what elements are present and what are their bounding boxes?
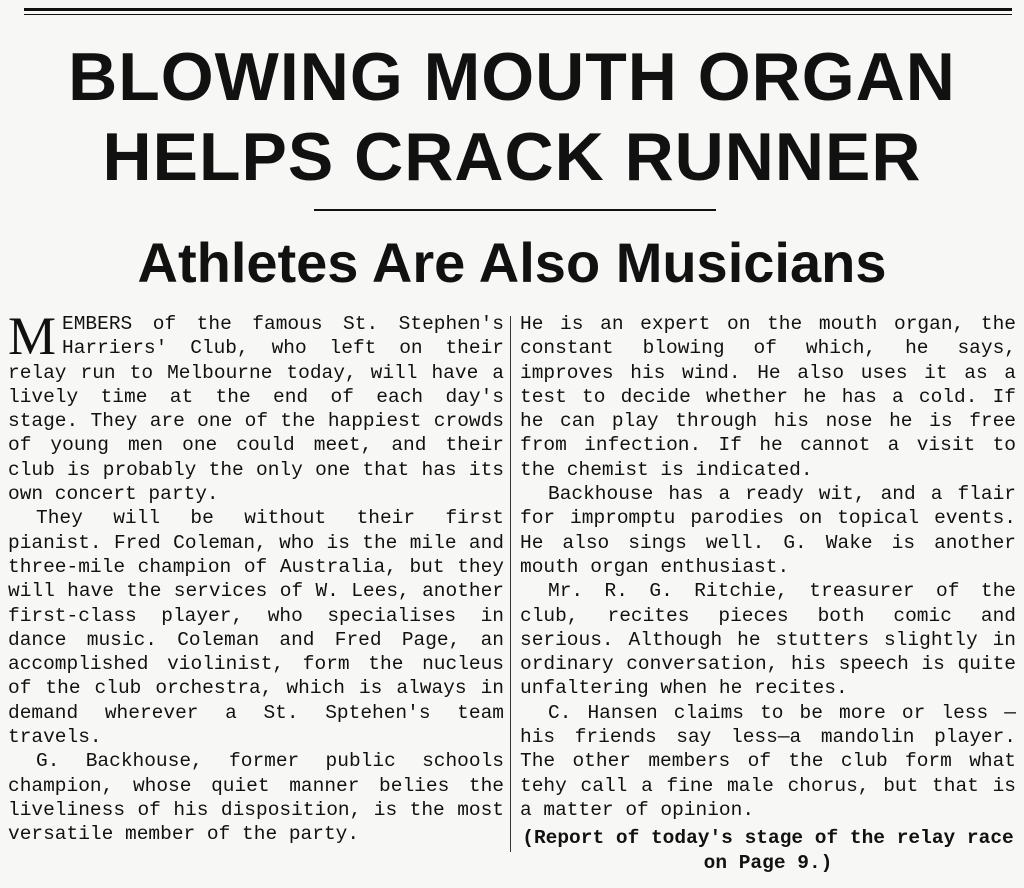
drop-cap: M <box>8 306 57 366</box>
paragraph <box>8 306 504 506</box>
report-note: (Report of today's stage of the relay race on Page 9.) <box>522 827 1014 874</box>
paragraph: C. Hansen claims to be more or less —his friends say less—a mandolin player. The other members of the club form what tehy call a fine male chorus, but that is a matter of opinion. <box>520 701 1016 821</box>
paragraph: Backhouse has a ready wit, and a flair for impromptu parodies on topical events. He also sings well. G. Wake is another mouth organ enthusiast. <box>520 483 1016 578</box>
article-column-left <box>8 306 504 847</box>
paragraph: He is an expert on the mouth organ, the constant blowing of which, he says, improves his wind. He also uses it as a test to decide whether he has a cold. If he can play through his nose he is free from infection. If he cannot a visit to the chemist is indicated. <box>520 313 1016 481</box>
subheadline: Athletes Are Also Musicians <box>137 231 887 294</box>
paragraph: Mr. R. G. Ritchie, treasurer of the club, recites pieces both comic and serious. Although he stutters slightly in ordinary conversation, his speech is quite unfaltering when he recites. <box>520 580 1016 700</box>
headline-line-1: BLOWING MOUTH ORGAN <box>68 39 956 115</box>
top-rule-thin <box>24 14 1012 15</box>
paragraph: G. Backhouse, former public schools champion, whose quiet manner belies the liveliness of his disposition, is the most versatile member of the party. <box>8 750 504 846</box>
headline-divider <box>314 209 716 211</box>
paragraph: They will be without their first pianist. Fred Coleman, who is the mile and three-mile champion of Australia, but they will have the services of W. Lees, another first-class player, who specialises in dance music. Coleman and Fred Page, an accomplished violinist, form the nucleus of the club orchestra, which is always in demand wherever a St. Sptehen's team travels. <box>8 507 504 749</box>
column-rule <box>510 316 511 852</box>
paragraph-text: EMBERS of the famous St. Stephen's Harriers' Club, who left on their relay run to Melbourne today, will have a lively time at the end of each day's stage. They are one of the happiest crowds of young men one could meet, and their club is probably the only one that has its own concert party. <box>8 313 504 506</box>
headline-line-2: HELPS CRACK RUNNER <box>102 119 922 195</box>
article-column-right <box>520 312 1016 875</box>
top-rule-thick <box>24 8 1012 11</box>
